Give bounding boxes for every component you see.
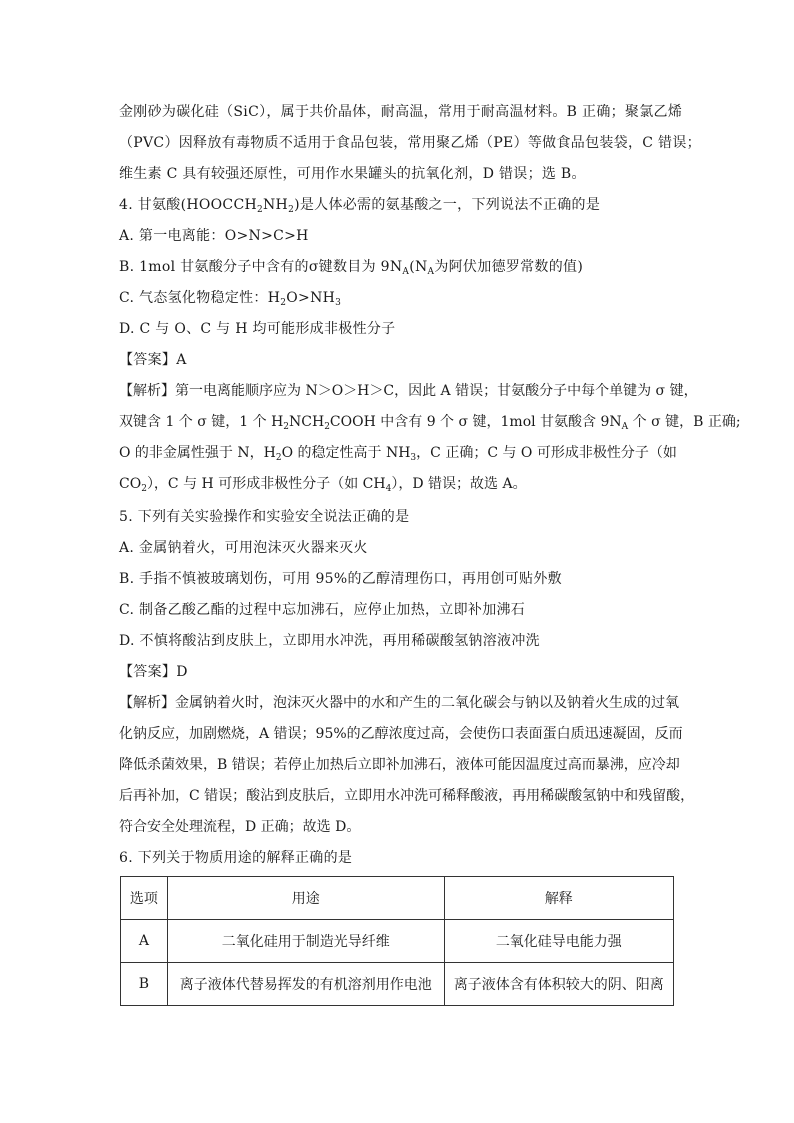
question-4-explanation: O 的非金属性强于 N，$H_2O$ 的稳定性高于 $NH_3$，C 正确；C 与 O 可形成非极性分子（如 xyxy=(119,445,677,463)
question-5-explanation: 化钠反应，加剧燃烧，A 错误；95%的乙醇浓度过高，会使伤口表面蛋白质迅速凝固，反而 xyxy=(119,726,683,742)
text-line: （PVC）因释放有毒物质不适用于食品包装，常用聚乙烯（PE）等做食品包装袋，C 错误； xyxy=(119,135,701,151)
question-5-option-c: C. 制备乙酸乙酯的过程中忘加沸石，应停止加热，立即补加沸石 xyxy=(119,602,526,618)
question-5-answer: 【答案】D xyxy=(119,664,188,680)
table-cell: 二氧化硅用于制造光导纤维 xyxy=(167,920,444,963)
table-header-cell: 选项 xyxy=(121,877,168,920)
question-4-option-d: D. C 与 O、C 与 H 均可能形成非极性分子 xyxy=(119,321,396,337)
question-5-option-a: A. 金属钠着火，可用泡沫灭火器来灭火 xyxy=(119,540,368,556)
table-cell: 离子液体含有体积较大的阴、阳离 xyxy=(444,963,673,1006)
question-4-option-c: C. 气态氢化物稳定性：$H_2O>NH_3$ xyxy=(119,290,342,308)
question-5-explanation: 后再补加，C 错误；酸沾到皮肤后，立即用水冲洗可稀释酸液，再用稀碳酸氢钠中和残留酸， xyxy=(119,788,695,804)
question-4-explanation: $CO_2$），C 与 H 可形成非极性分子（如 $CH_4$），D 错误；故选 A。 xyxy=(119,476,527,494)
table-header-cell: 解释 xyxy=(444,877,673,920)
question-4-option-b: B. 1mol 甘氨酸分子中含有的σ键数目为 $9N_A(N_A$为阿伏加德罗常数的值) xyxy=(119,259,584,277)
question-4-explanation: 【解析】第一电离能顺序应为 N＞O＞H＞C，因此 A 错误；甘氨酸分子中每个单键为 σ 键， xyxy=(119,383,698,399)
question-4-option-a: A. 第一电离能：O>N>C>H xyxy=(119,228,309,244)
question-5-explanation: 符合安全处理流程，D 正确；故选 D。 xyxy=(119,819,361,835)
question-4-answer: 【答案】A xyxy=(119,352,187,368)
table-cell: 离子液体代替易挥发的有机溶剂用作电池 xyxy=(167,963,444,1006)
table-row xyxy=(121,920,674,963)
question-5-stem: 5. 下列有关实验操作和实验安全说法正确的是 xyxy=(119,509,410,525)
question-4-stem: 4. 甘氨酸$(HOOCCH_2NH_2)$是人体必需的氨基酸之一，下列说法不正确的是 xyxy=(119,197,601,215)
table-cell: A xyxy=(121,920,168,963)
question-5-explanation: 降低杀菌效果，B 错误；若停止加热后立即补加沸石，液体可能因温度过高而暴沸，应冷却 xyxy=(119,757,680,773)
question-5-explanation: 【解析】金属钠着火时，泡沫灭火器中的水和产生的二氧化碳会与钠以及钠着火生成的过氧 xyxy=(119,695,679,711)
question-6-stem: 6. 下列关于物质用途的解释正确的是 xyxy=(119,850,353,866)
table-row xyxy=(121,963,674,1006)
table-cell: B xyxy=(121,963,168,1006)
options-table xyxy=(120,876,674,1006)
text-line: 维生素 C 具有较强还原性，可用作水果罐头的抗氧化剂，D 错误；选 B。 xyxy=(119,166,586,182)
table-cell: 二氧化硅导电能力强 xyxy=(444,920,673,963)
text-line: 金刚砂为碳化硅（SiC），属于共价晶体，耐高温，常用于耐高温材料。B 正确；聚氯乙烯 xyxy=(119,104,683,120)
question-4-explanation: 双键含 1 个 σ 键，1 个 $H_2NCH_2COOH$ 中含有 9 个 σ 键，1mol 甘氨酸含 $9N_A$ 个 σ 键，B 正确; xyxy=(119,414,741,432)
question-5-option-b: B. 手指不慎被玻璃划伤，可用 95%的乙醇清理伤口，再用创可贴外敷 xyxy=(119,571,562,587)
table-header-row xyxy=(121,877,674,920)
table-header-cell: 用途 xyxy=(167,877,444,920)
question-5-option-d: D. 不慎将酸沾到皮肤上，立即用水冲洗，再用稀碳酸氢钠溶液冲洗 xyxy=(119,633,540,649)
